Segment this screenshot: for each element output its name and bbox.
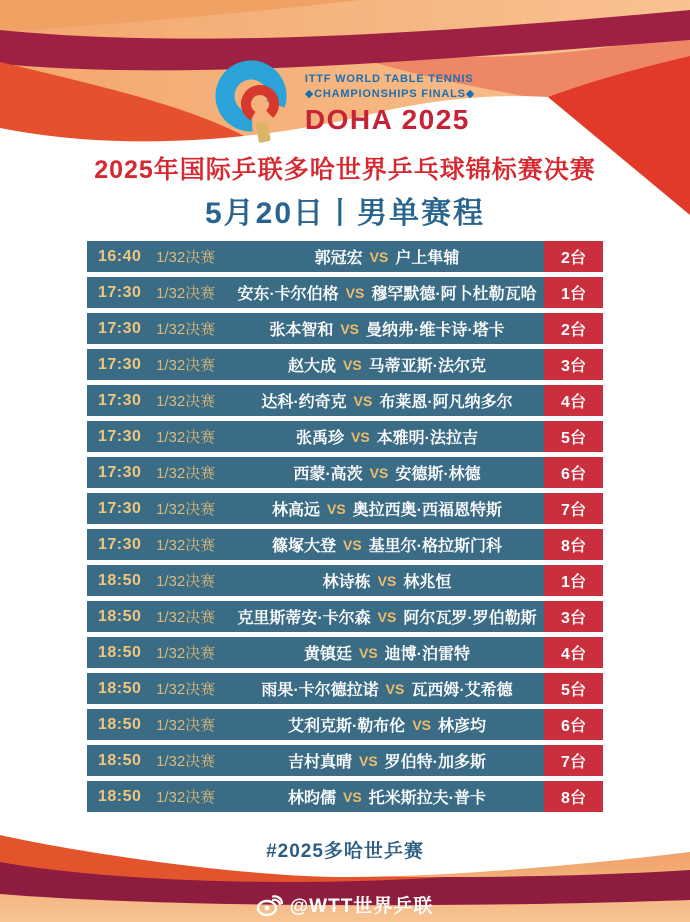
player-two: 林兆恒	[403, 574, 452, 591]
player-one: 张本智和	[269, 322, 334, 339]
player-two: 迪博·泊雷特	[384, 646, 471, 663]
match-time: 18:50	[98, 751, 142, 769]
match-info	[87, 457, 544, 488]
table-row	[87, 421, 603, 452]
match-info	[87, 493, 544, 524]
player-one: 篠塚大登	[271, 538, 336, 555]
table-row	[87, 493, 603, 524]
vs-label: VS	[340, 320, 360, 337]
table-badge: 5台	[544, 673, 603, 704]
match-info	[87, 529, 544, 560]
vs-label: VS	[326, 500, 346, 517]
table-row	[87, 313, 603, 344]
player-two: 林彦均	[438, 718, 487, 735]
vs-label: VS	[369, 248, 389, 265]
page-title: 2025年国际乒联多哈世界乒乓球锦标赛决赛	[94, 156, 596, 184]
match-info	[87, 349, 544, 380]
match-players	[230, 317, 544, 340]
player-two: 奥拉西奥·西福恩特斯	[352, 502, 503, 519]
player-one: 西蒙·高茨	[293, 466, 363, 483]
schedule-table	[87, 241, 603, 817]
match-time: 17:30	[98, 463, 142, 481]
match-info	[87, 313, 544, 344]
match-players	[230, 785, 544, 808]
match-info	[87, 241, 544, 272]
vs-label: VS	[353, 392, 373, 409]
player-one: 雨果·卡尔德拉诺	[261, 682, 379, 699]
table-badge: 4台	[544, 637, 603, 668]
match-info	[87, 637, 544, 668]
player-two: 罗伯特·加多斯	[384, 754, 487, 771]
table-row	[87, 745, 603, 776]
vs-label: VS	[412, 716, 431, 733]
vs-label: VS	[358, 644, 378, 661]
table-badge: 6台	[544, 457, 603, 488]
table-row	[87, 349, 603, 380]
match-players	[230, 569, 544, 592]
player-one: 林昀儒	[287, 790, 336, 807]
vs-label: VS	[385, 680, 405, 697]
table-row	[87, 709, 603, 740]
match-round: 1/32决赛	[156, 537, 216, 554]
table-row	[87, 529, 603, 560]
match-round: 1/32决赛	[156, 285, 216, 302]
table-row	[87, 781, 603, 812]
match-round: 1/32决赛	[156, 753, 216, 770]
match-round: 1/32决赛	[156, 357, 216, 374]
table-badge: 3台	[544, 349, 603, 380]
logo-line1: ITTF WORLD TABLE TENNIS	[304, 73, 474, 85]
table-row	[87, 673, 603, 704]
match-players	[230, 641, 544, 664]
match-time: 17:30	[98, 499, 142, 517]
match-time: 16:40	[98, 247, 142, 265]
match-time: 18:50	[98, 715, 142, 733]
weibo-icon	[257, 894, 283, 916]
match-info	[87, 673, 544, 704]
player-one: 吉村真晴	[287, 754, 352, 771]
match-time: 17:30	[98, 391, 142, 409]
table-badge: 8台	[544, 529, 603, 560]
match-time: 17:30	[98, 355, 142, 373]
table-row	[87, 277, 603, 308]
table-badge: 1台	[544, 277, 603, 308]
match-info	[87, 745, 544, 776]
player-one: 黄镇廷	[303, 646, 352, 663]
match-players	[230, 281, 544, 304]
player-one: 达科·约奇克	[261, 394, 347, 411]
match-time: 18:50	[98, 787, 142, 805]
table-row	[87, 457, 603, 488]
match-round: 1/32决赛	[156, 393, 216, 410]
player-two: 安德斯·林德	[395, 466, 481, 483]
match-time: 18:50	[98, 643, 142, 661]
table-badge: 2台	[544, 241, 603, 272]
vs-label: VS	[342, 356, 362, 373]
match-time: 17:30	[98, 283, 142, 301]
match-players	[230, 461, 544, 484]
match-round: 1/32决赛	[156, 501, 216, 518]
match-info	[87, 601, 544, 632]
vs-label: VS	[377, 572, 397, 589]
table-row	[87, 385, 603, 416]
match-players	[230, 533, 544, 556]
match-players	[230, 677, 544, 700]
logo-line3: DOHA 2025	[304, 104, 470, 135]
match-players	[230, 713, 544, 736]
table-badge: 1台	[544, 565, 603, 596]
match-info	[87, 385, 544, 416]
match-players	[230, 353, 544, 376]
match-players	[230, 389, 544, 412]
table-badge: 8台	[544, 781, 603, 812]
match-round: 1/32决赛	[156, 717, 216, 734]
table-badge: 7台	[544, 493, 603, 524]
match-round: 1/32决赛	[156, 645, 216, 662]
player-one: 克里斯蒂安·卡尔森	[237, 610, 371, 627]
table-badge: 6台	[544, 709, 603, 740]
player-one: 郭冠宏	[314, 250, 363, 267]
event-logo	[0, 58, 690, 150]
match-players	[230, 425, 544, 448]
player-two: 阿尔瓦罗·罗伯勒斯	[403, 610, 537, 627]
player-one: 安东·卡尔伯格	[237, 286, 339, 303]
match-round: 1/32决赛	[156, 609, 216, 626]
credit-line	[0, 891, 690, 918]
match-time: 17:30	[98, 535, 142, 553]
credit-handle: @WTT世界乒联	[289, 896, 434, 917]
match-round: 1/32决赛	[156, 321, 216, 338]
player-two: 托米斯拉夫·普卡	[368, 790, 487, 807]
player-two: 穆罕默德·阿卜杜勒瓦哈	[371, 286, 537, 303]
table-badge: 4台	[544, 385, 603, 416]
vs-label: VS	[369, 464, 389, 481]
match-players	[230, 497, 544, 520]
player-two: 本雅明·法拉吉	[376, 430, 479, 447]
match-round: 1/32决赛	[156, 249, 216, 266]
player-two: 户上隼辅	[395, 250, 460, 267]
match-info	[87, 421, 544, 452]
match-round: 1/32决赛	[156, 465, 216, 482]
logo-line2: ◆CHAMPIONSHIPS FINALS◆	[304, 88, 476, 100]
match-time: 18:50	[98, 607, 142, 625]
player-one: 艾利克斯·勒布伦	[287, 718, 406, 735]
match-round: 1/32决赛	[156, 681, 216, 698]
player-one: 林高远	[271, 502, 320, 519]
vs-label: VS	[377, 608, 397, 625]
match-round: 1/32决赛	[156, 789, 216, 806]
vs-label: VS	[342, 536, 362, 553]
match-info	[87, 565, 544, 596]
table-row	[87, 601, 603, 632]
player-two: 基里尔·格拉斯门科	[368, 538, 503, 555]
match-round: 1/32决赛	[156, 429, 216, 446]
player-two: 布莱恩·阿凡纳多尔	[379, 394, 513, 411]
table-row	[87, 241, 603, 272]
match-time: 18:50	[98, 571, 142, 589]
table-badge: 7台	[544, 745, 603, 776]
match-players	[230, 605, 544, 628]
table-badge: 3台	[544, 601, 603, 632]
match-round: 1/32决赛	[156, 573, 216, 590]
match-info	[87, 709, 544, 740]
ittf-doha-logo-icon	[215, 58, 293, 150]
player-two: 瓦西姆·艾希德	[411, 682, 513, 699]
vs-label: VS	[350, 428, 370, 445]
vs-label: VS	[342, 788, 362, 805]
player-one: 张禹珍	[295, 430, 344, 447]
player-two: 曼纳弗·维卡诗·塔卡	[366, 322, 505, 339]
player-two: 马蒂亚斯·法尔克	[368, 358, 487, 375]
table-badge: 2台	[544, 313, 603, 344]
table-badge: 5台	[544, 421, 603, 452]
match-info	[87, 277, 544, 308]
player-one: 赵大成	[287, 358, 336, 375]
match-time: 18:50	[98, 679, 142, 697]
player-one: 林诗栋	[322, 574, 371, 591]
table-row	[87, 565, 603, 596]
match-players	[230, 749, 544, 772]
vs-label: VS	[345, 284, 365, 301]
vs-label: VS	[358, 752, 378, 769]
match-time: 17:30	[98, 319, 142, 337]
table-row	[87, 637, 603, 668]
page-subtitle: 5月20日丨男单赛程	[204, 197, 486, 230]
match-info	[87, 781, 544, 812]
match-players	[230, 245, 544, 268]
match-time: 17:30	[98, 427, 142, 445]
hashtag-text: #2025多哈世乒赛	[266, 841, 424, 862]
